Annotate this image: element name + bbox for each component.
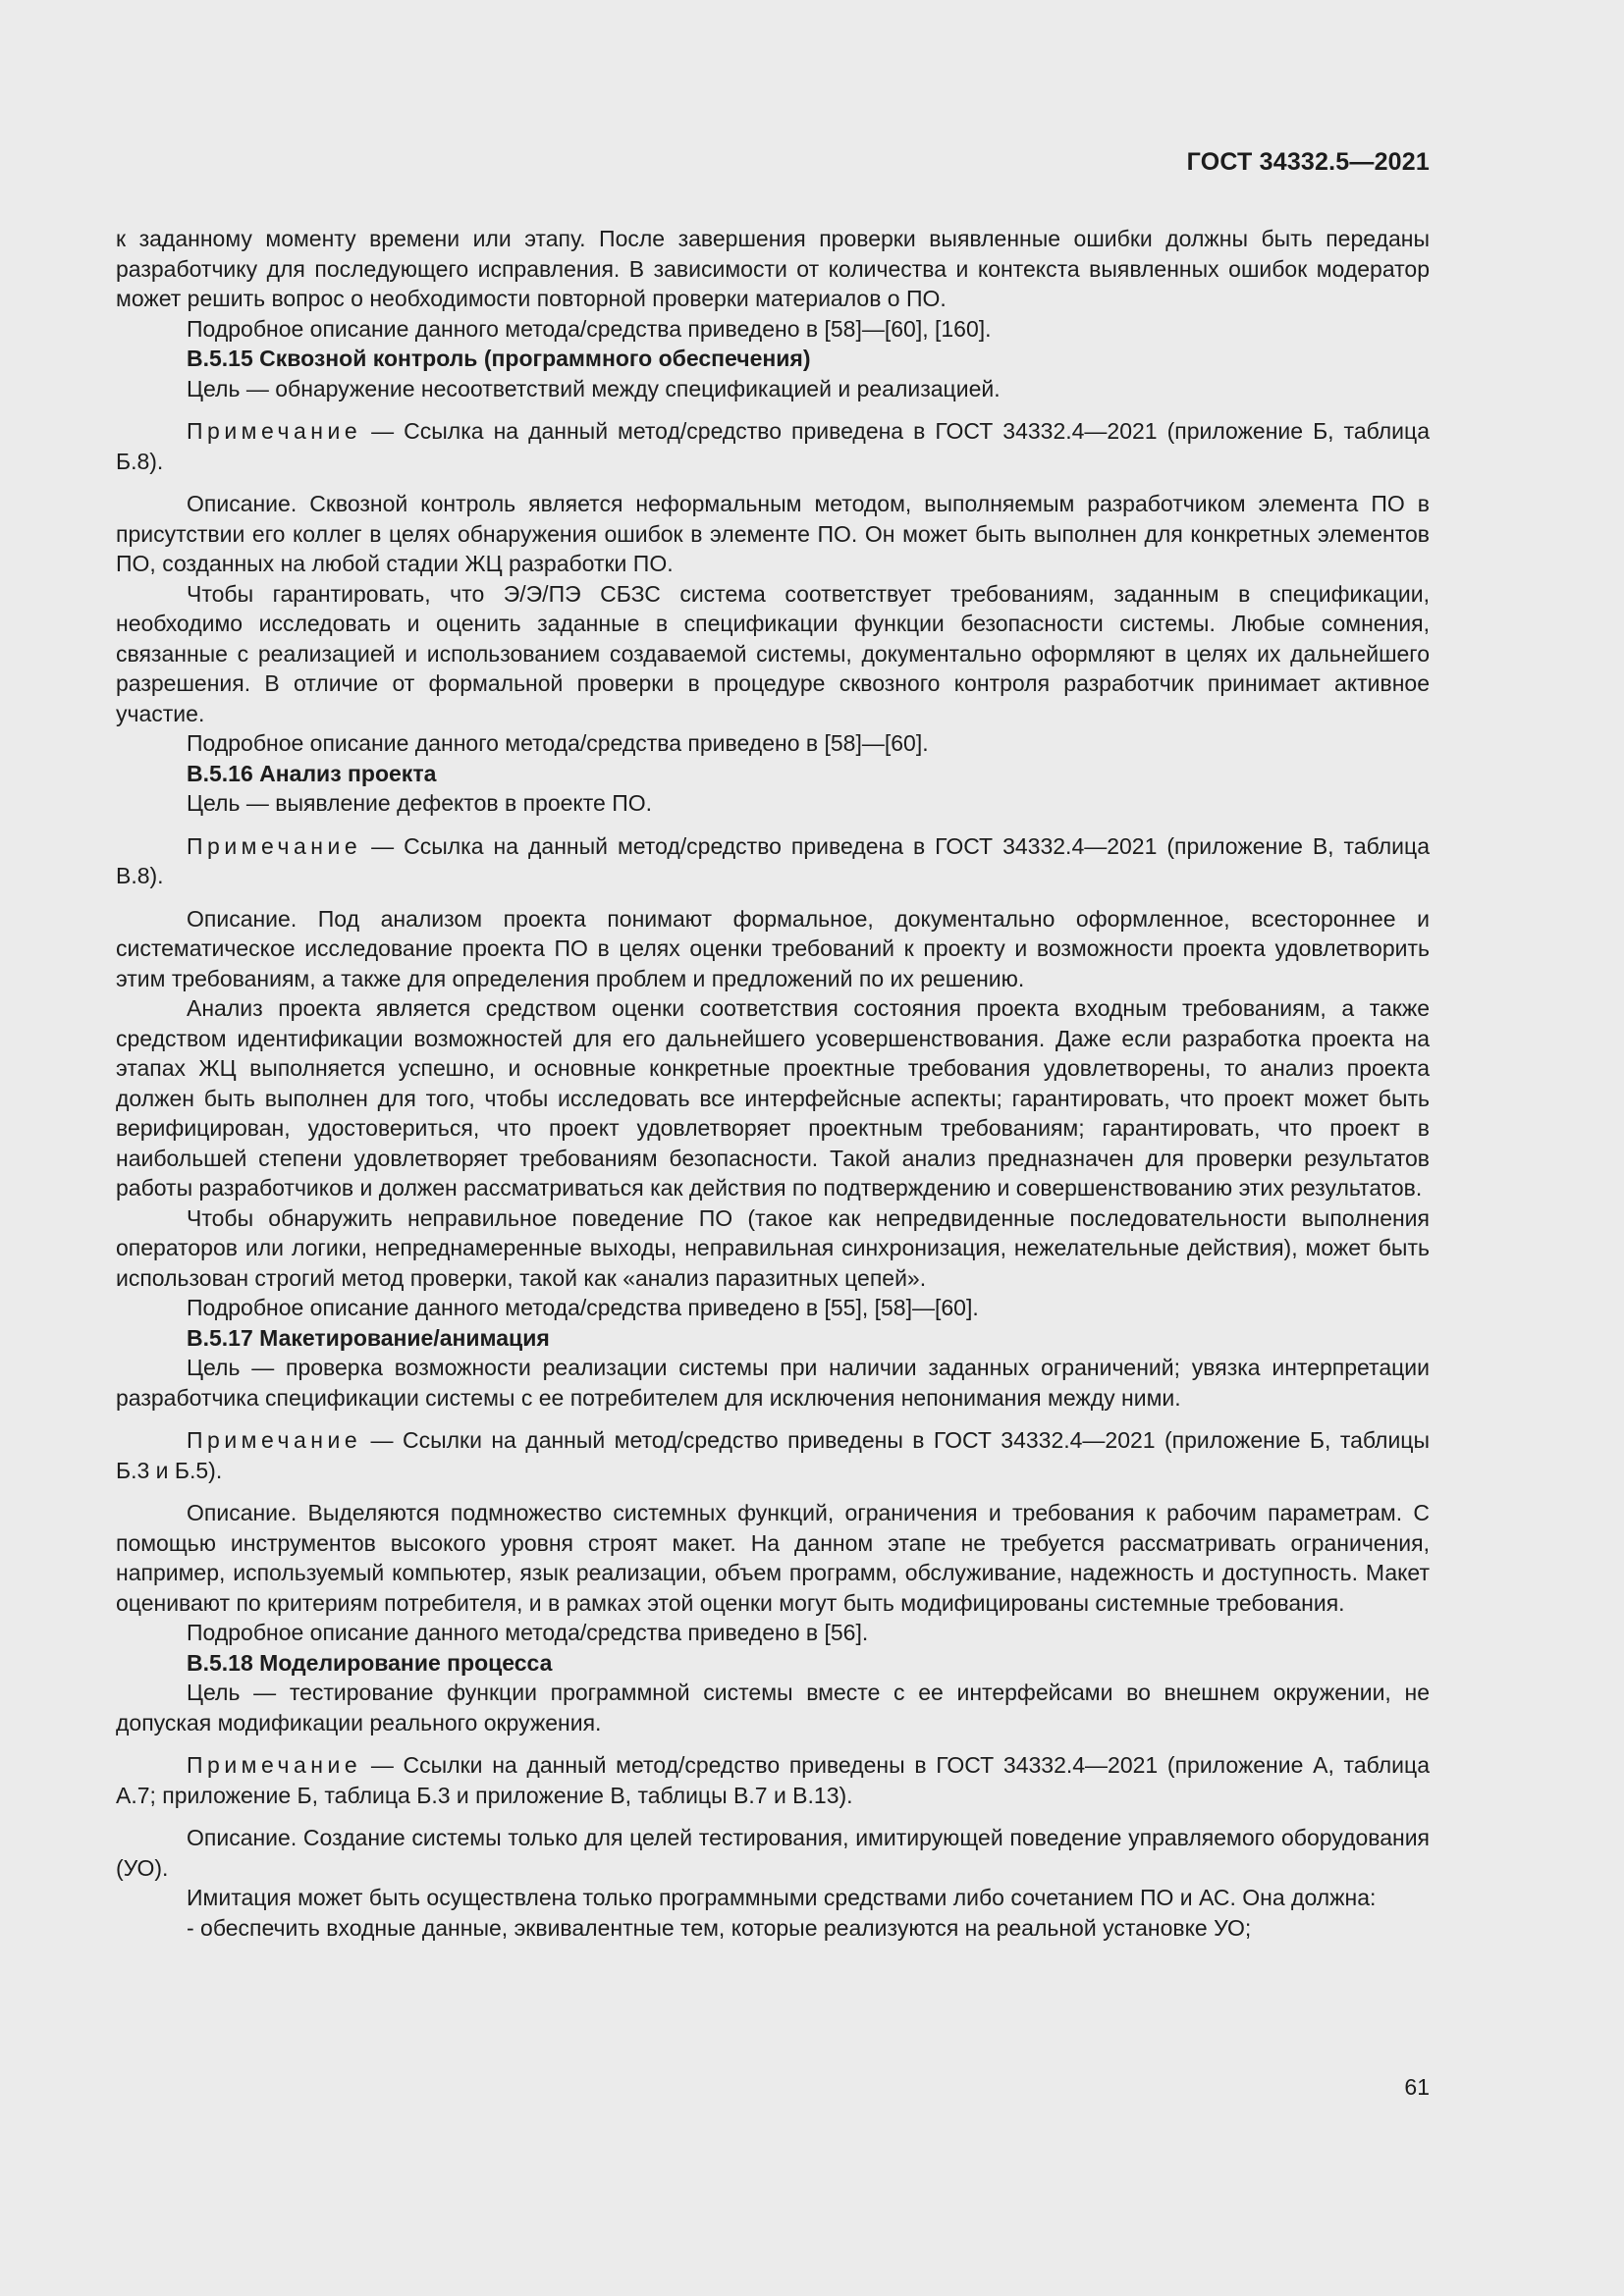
note-label: Примечание <box>187 418 362 444</box>
paragraph: Подробное описание данного метода/средства приведено в [55], [58]—[60]. <box>187 1295 979 1320</box>
page-body <box>116 224 1430 1943</box>
section-heading: В.5.18 Моделирование процесса <box>187 1649 553 1676</box>
paragraph: Чтобы гарантировать, что Э/Э/ПЭ СБЗС система соответствует требованиям, заданным в спецификации, необходимо исследовать и оценить заданные в спецификации функции безопасности системы. Любые сомнения, связанные с реализацией и использованием создаваемой системы, документально оформляют в целях их дальнейшего разрешения. В отличие от формальной проверки в процедуре сквозного контроля разработчик принимает активное участие. <box>116 580 1430 726</box>
paragraph: Цель — тестирование функции программной системы вместе с ее интерфейсами во внешнем окружении, не допуская модификации реального окружения. <box>116 1680 1430 1735</box>
section-heading: В.5.17 Макетирование/анимация <box>187 1324 550 1351</box>
section-heading: В.5.15 Сквозной контроль (программного обеспечения) <box>187 346 811 371</box>
paragraph: Цель — выявление дефектов в проекте ПО. <box>187 790 653 816</box>
paragraph: Описание. Под анализом проекта понимают формальное, документально оформленное, всестороннее и систематическое исследование проекта ПО в целях оценки требований к проекту и возможности проекта удовлетворить этим требованиям, а также для определения проблем и предложений по их решению. <box>116 905 1430 991</box>
note <box>116 416 1430 476</box>
note-label: Примечание <box>187 832 362 859</box>
note <box>116 1750 1430 1810</box>
paragraph: Чтобы обнаружить неправильное поведение ПО (такое как непредвиденные последовательности выполнения операторов или логики, непреднамеренные выходы, неправильная синхронизация, нежелательные действия), может быть использован строгий метод проверки, такой как «анализ паразитных цепей». <box>116 1204 1430 1291</box>
paragraph: Подробное описание данного метода/средства приведено в [58]—[60]. <box>187 730 929 756</box>
paragraph: Описание. Сквозной контроль является неформальным методом, выполняемым разработчиком элемента ПО в присутствии его коллег в целях обнаружения ошибок в элементе ПО. Он может быть выполнен для конкретных элементов ПО, созданных на любой стадии ЖЦ разработки ПО. <box>116 491 1430 576</box>
paragraph: Описание. Создание системы только для целей тестирования, имитирующей поведение управляемого оборудования (УО). <box>116 1825 1430 1881</box>
section-heading: В.5.16 Анализ проекта <box>187 760 437 786</box>
document-designation: ГОСТ 34332.5—2021 <box>1186 148 1430 176</box>
paragraph: Описание. Выделяются подмножество системных функций, ограничения и требования к рабочим параметрам. С помощью инструментов высокого уровня строят макет. На данном этапе не требуется рассматривать ограничения, например, используемый компьютер, язык реализации, объем программ, обслуживание, надежность и доступность. Макет оценивают по критериям потребителя, и в рамках этой оценки могут быть модифицированы системные требования. <box>116 1500 1430 1616</box>
paragraph: Анализ проекта является средством оценки соответствия состояния проекта входным требованиям, а также средством идентификации возможностей для его дальнейшего усовершенствования. Даже если разработка проекта на этапах ЖЦ выполняется успешно, и основные конкретные проектные требования удовлетворены, то анализ проекта должен быть выполнен для того, чтобы исследовать все интерфейсные аспекты; гарантировать, что проект может быть верифицирован, удостовериться, что проект удовлетворяет проектным требованиям; гарантировать, что проект в наибольшей степени удовлетворяет требованиям безопасности. Такой анализ предназначен для проверки результатов работы разработчиков и должен рассматриваться как действия по подтверждению и совершенствованию этих результатов. <box>116 995 1430 1201</box>
note-label: Примечание <box>187 1752 362 1778</box>
paragraph: Имитация может быть осуществлена только программными средствами либо сочетанием ПО и АС. Она должна: <box>187 1885 1377 1910</box>
paragraph: Цель — обнаружение несоответствий между спецификацией и реализацией. <box>187 375 1001 401</box>
page-number: 61 <box>1404 2074 1430 2100</box>
note-text: — Ссылка на данный метод/средство приведена в ГОСТ 34332.4—2021 (приложение В, таблица В.8). <box>116 832 1430 888</box>
note <box>116 831 1430 891</box>
list-item: - обеспечить входные данные, эквивалентные тем, которые реализуются на реальной установке УО; <box>187 1914 1252 1941</box>
note-text: — Ссылки на данный метод/средство приведены в ГОСТ 34332.4—2021 (приложение А, таблица А.7; приложение Б, таблица Б.3 и приложение В, таблицы В.7 и В.13). <box>116 1752 1430 1808</box>
paragraph: Подробное описание данного метода/средства приведено в [58]—[60], [160]. <box>187 315 992 342</box>
note <box>116 1425 1430 1485</box>
paragraph: Подробное описание данного метода/средства приведено в [56]. <box>187 1620 869 1645</box>
paragraph: Цель — проверка возможности реализации системы при наличии заданных ограничений; увязка интерпретации разработчика спецификации системы с ее потребителем для исключения непонимания между ними. <box>116 1355 1430 1411</box>
note-text: — Ссылка на данный метод/средство приведена в ГОСТ 34332.4—2021 (приложение Б, таблица Б.8). <box>116 418 1430 474</box>
paragraph: к заданному моменту времени или этапу. После завершения проверки выявленные ошибки должны быть переданы разработчику для последующего исправления. В зависимости от количества и контекста выявленных ошибок модератор может решить вопрос о необходимости повторной проверки материалов о ПО. <box>116 226 1430 311</box>
note-text: — Ссылки на данный метод/средство приведены в ГОСТ 34332.4—2021 (приложение Б, таблицы Б.3 и Б.5). <box>116 1427 1430 1483</box>
note-label: Примечание <box>187 1427 362 1453</box>
